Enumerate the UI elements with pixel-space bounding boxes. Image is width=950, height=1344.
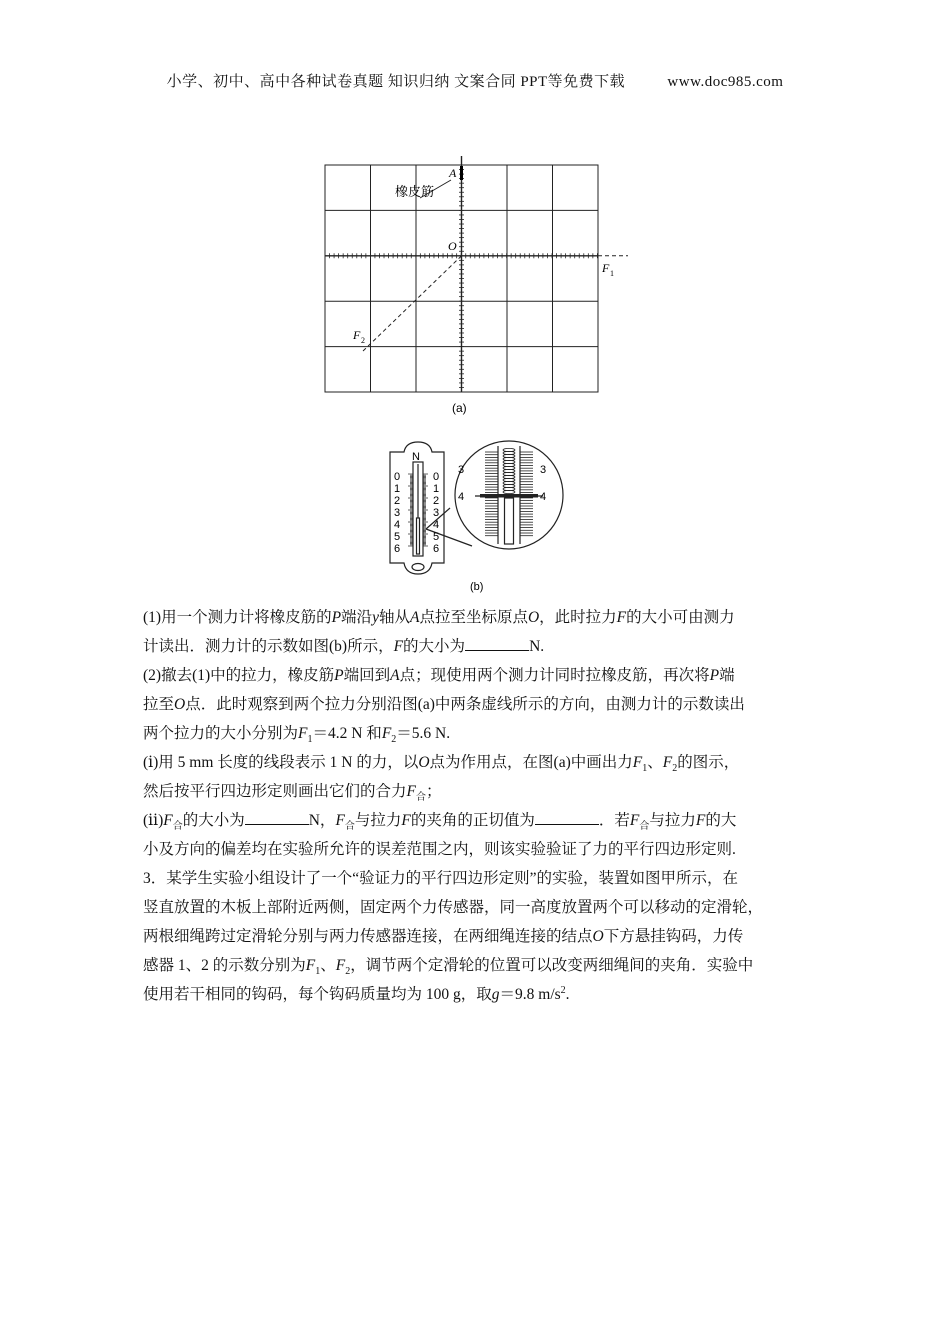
- qii-line2: 小及方向的偏差均在实验所允许的误差范围之内，则该实验验证了力的平行四边形定则.: [143, 841, 736, 858]
- q3-line4: 感器 1、2 的示数分别为$F_1$、$F_2$，调节两个定滑轮的位置可以改变两细绳间的夹角．实验中: [143, 957, 754, 978]
- q3-line5: 使用若干相同的钩码，每个钩码质量均为 100 g，取g＝9.8 $m/s^2$.: [143, 984, 570, 1003]
- scale-label-right-5: 5: [433, 531, 440, 543]
- page-header: [0, 70, 950, 91]
- label-f2-sub: 2: [361, 336, 365, 345]
- zoom-label-3-left: 3: [458, 464, 465, 476]
- question-body: [143, 603, 815, 1009]
- figure-a: [310, 150, 630, 420]
- label-newton-unit: N: [412, 451, 420, 463]
- zoom-label-4-right: 4: [540, 491, 547, 503]
- label-f1: F: [602, 261, 610, 275]
- caption-b: (b): [470, 581, 484, 593]
- q2-line2: 拉至O点．此时观察到两个拉力分别沿图(a)中两条虚线所示的方向，由测力计的示数读出: [143, 696, 745, 713]
- qi-line1: (ⅰ)用 5 mm 长度的线段表示 1 N 的力，以O点为作用点，在图(a)中画出力$F_1$、$F_2$的图示，: [143, 754, 740, 775]
- scale-label-right-3: 3: [433, 507, 440, 519]
- scale-label-right-4: 4: [433, 519, 440, 531]
- label-origin-o: O: [448, 239, 457, 253]
- q1-line2: 计读出．测力计的示数如图(b)所示，F的大小为 N.: [143, 638, 545, 655]
- q2-line1: (2)撤去(1)中的拉力，橡皮筋P端回到A点；现使用两个测力计同时拉橡皮筋，再次将P端: [143, 667, 735, 684]
- q1-line1: (1)用一个测力计将橡皮筋的P端沿y轴从A点拉至坐标原点O，此时拉力F的大小可由测力: [143, 609, 735, 626]
- scale-label-left-1: 1: [394, 483, 401, 495]
- scale-label-right-2: 2: [433, 495, 440, 507]
- figure-b: [380, 438, 580, 598]
- label-point-a: A: [449, 166, 457, 180]
- scale-label-right-1: 1: [433, 483, 440, 495]
- qii-line1: $(ⅱ)F_合$的大小为 N，$F_合$与拉力F的夹角的正切值为 ．若$F_合$与拉力F的大: [143, 812, 737, 833]
- label-rubber-band: 橡皮筋: [395, 184, 435, 199]
- scale-label-left-5: 5: [394, 531, 401, 543]
- figure-a-grid: [310, 150, 630, 420]
- q3-line3: 两根细绳跨过定滑轮分别与两力传感器连接，在两细绳连接的结点O下方悬挂钩码，力传: [143, 928, 744, 945]
- header-text: 小学、初中、高中各种试卷真题 知识归纳 文案合同 PPT等免费下载: [166, 74, 626, 90]
- figure-b-spring-scale: [380, 438, 580, 598]
- qi-line2: 然后按平行四边形定则画出它们的合力$F_合$；: [143, 783, 442, 804]
- scale-label-left-3: 3: [394, 507, 401, 519]
- scale-label-right-6: 6: [433, 543, 440, 555]
- scale-label-left-0: 0: [394, 471, 401, 483]
- caption-a: (a): [452, 401, 467, 415]
- q3-line2: 竖直放置的木板上部附近两侧，固定两个力传感器，同一高度放置两个可以移动的定滑轮，: [143, 899, 764, 916]
- scale-label-left-6: 6: [394, 543, 401, 555]
- answer-blank-resultant[interactable]: [245, 810, 309, 825]
- scale-label-right-0: 0: [433, 471, 440, 483]
- header-site: www.doc985.com: [667, 74, 784, 90]
- label-f2: F: [353, 328, 361, 342]
- scale-label-left-2: 2: [394, 495, 401, 507]
- label-f1-sub: 1: [610, 269, 614, 278]
- scale-label-left-4: 4: [394, 519, 401, 531]
- q2-line3: 两个拉力的大小分别为$F_1=4.2$ N 和$F_2=5.6$ N.: [143, 725, 451, 746]
- answer-blank-f[interactable]: [465, 636, 529, 651]
- answer-blank-tangent[interactable]: [535, 810, 599, 825]
- q3-line1: 3．某学生实验小组设计了一个“验证力的平行四边形定则”的实验，装置如图甲所示，在: [143, 870, 739, 887]
- zoom-label-3-right: 3: [540, 464, 547, 476]
- zoom-label-4-left: 4: [458, 491, 465, 503]
